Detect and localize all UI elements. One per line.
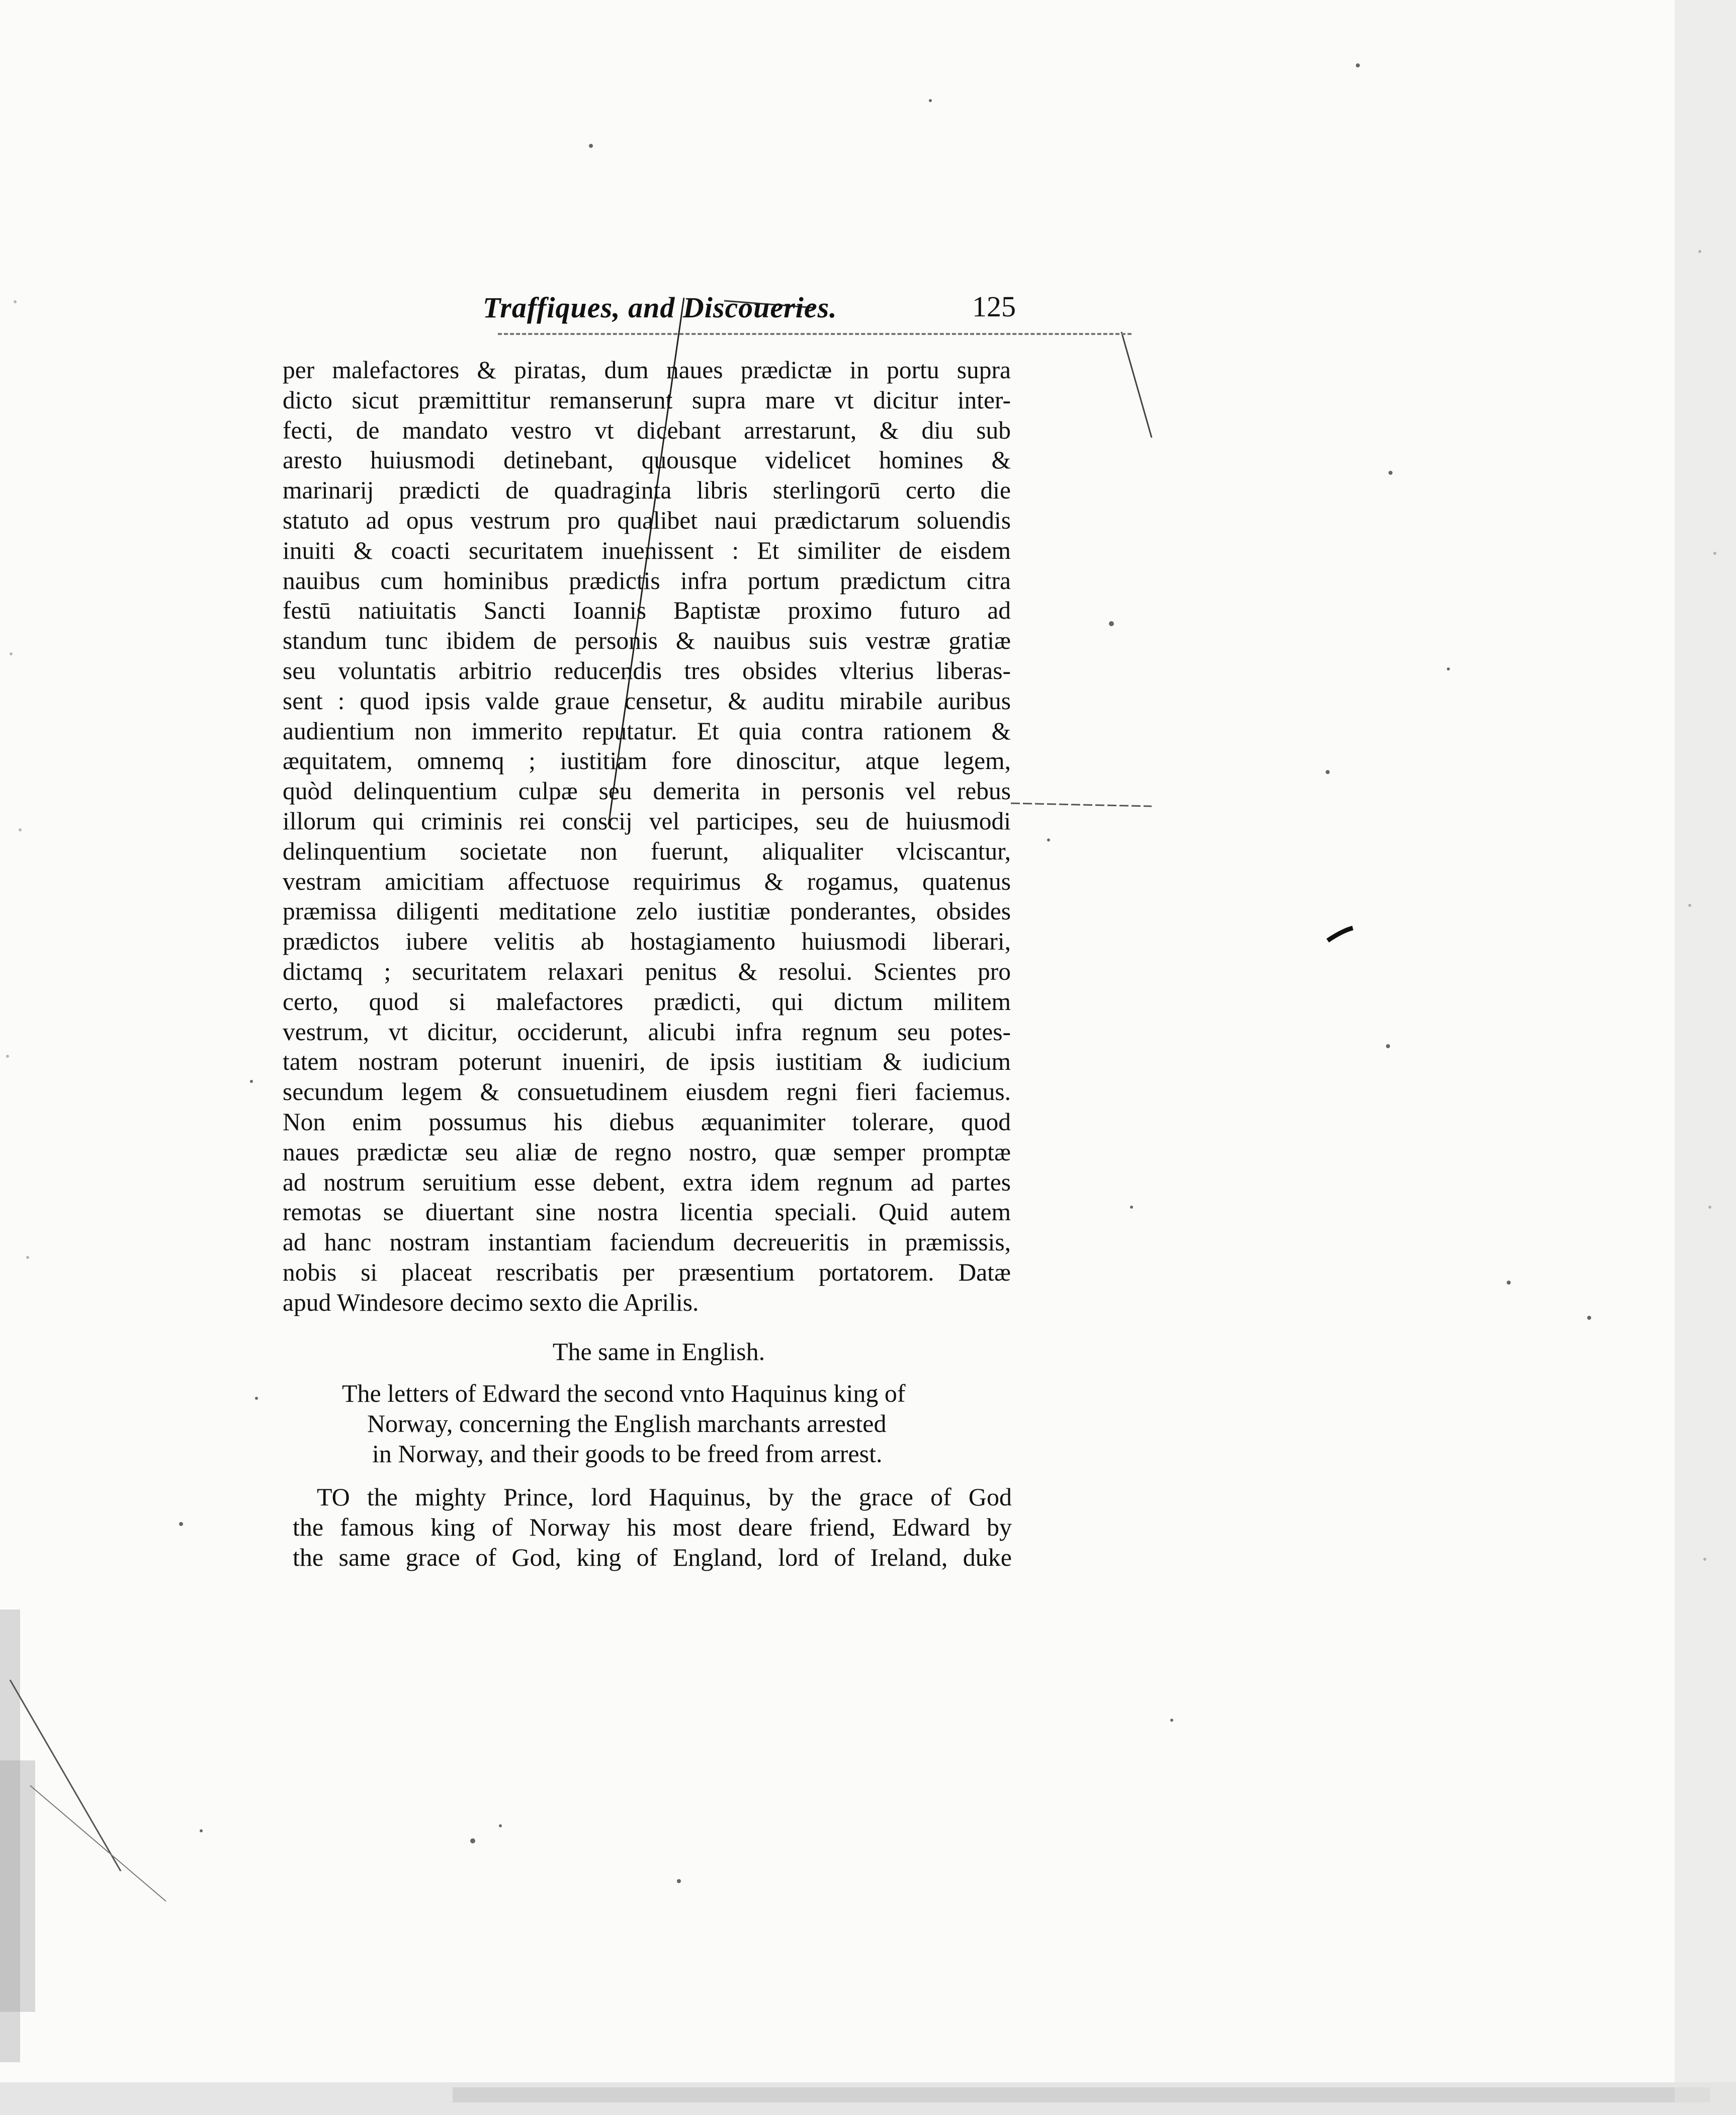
text-line: TO the mighty Prince, lord Haquinus, by the grace of God [317,1483,1012,1511]
text-line: nauibus cum hominibus prædictis infra portum prædictum citra [283,566,1011,595]
page-number: 125 [972,290,1016,323]
text-line: ad hanc nostram instantiam faciendum decreueritis in præmissis, [283,1228,1011,1256]
text-line: marinarij prædicti de quadraginta libris sterlingorū certo die [283,476,1011,504]
text-line: vestrum, vt dicitur, occiderunt, alicubi infra regnum seu potes- [283,1018,1011,1046]
running-head [483,291,1016,331]
text-line: nobis si placeat rescribatis per præsentium portatorem. Datæ [283,1258,1011,1286]
text-line: the same grace of God, king of England, lord of Ireland, duke [293,1543,1012,1571]
text-line: delinquentium societate non fuerunt, aliqualiter vlciscantur, [283,837,1011,865]
text-line: aresto huiusmodi detinebant, quousque videlicet homines & [283,446,1011,474]
text-line: fecti, de mandato vestro vt dicebant arrestarunt, & diu sub [283,416,1011,444]
caption-line: The letters of Edward the second vnto Haquinus king of [342,1379,906,1407]
text-line: quòd delinquentium culpæ seu demerita in personis vel rebus [283,777,1011,805]
english-text-block [293,1482,1012,1572]
text-line: ad nostrum seruitium esse debent, extra idem regnum ad partes [283,1168,1011,1196]
text-line: sent : quod ipsis valde graue censetur, & auditu mirabile auribus [283,687,1011,715]
text-line: certo, quod si malefactores prædicti, qui dictum militem [283,987,1011,1016]
text-line: dicto sicut præmittitur remanserunt supra mare vt dicitur inter- [283,386,1011,414]
text-line: seu voluntatis arbitrio reducendis tres obsides vlterius liberas- [283,656,1011,685]
text-line: naues prædictæ seu aliæ de regno nostro, quæ semper promptæ [283,1138,1011,1166]
header-rule [498,333,1132,335]
text-line: præmissa diligenti meditatione zelo iustitiæ ponderantes, obsides [283,897,1011,925]
text-line: prædictos iubere velitis ab hostagiamento huiusmodi liberari, [283,927,1011,956]
text-line: audientium non immerito reputatur. Et quia contra rationem & [283,717,1011,745]
text-line: dictamq ; securitatem relaxari penitus & resolui. Scientes pro [283,957,1011,985]
text-line: illorum qui criminis rei conscij vel participes, seu de huiusmodi [283,807,1011,835]
text-line: inuiti & coacti securitatem inuenissent : Et similiter de eisdem [283,536,1011,564]
text-line: apud Windesore decimo sexto die Aprilis. [283,1288,699,1316]
text-line: Non enim possumus his diebus æquanimiter tolerare, quod [283,1108,1011,1136]
letter-caption [342,1378,1016,1469]
text-line: remotas se diuertant sine nostra licentia speciali. Quid autem [283,1198,1011,1226]
caption-line: in Norway, and their goods to be freed from arrest. [372,1440,883,1468]
text-line: per malefactores & piratas, dum naues prædictæ in portu supra [283,356,1011,384]
text-line: vestram amicitiam affectuose requirimus & rogamus, quatenus [283,867,1011,895]
text-line: the famous king of Norway his most deare friend, Edward by [293,1513,1012,1541]
text-line: statuto ad opus vestrum pro qualibet naui prædictarum soluendis [283,506,1011,534]
text-line: æquitatem, omnemq ; iustitiam fore dinoscitur, atque legem, [283,747,1011,775]
caption-line: Norway, concerning the English marchants arrested [367,1409,887,1437]
latin-text-block [283,355,1011,1318]
text-line: festū natiuitatis Sancti Ioannis Baptistæ proximo futuro ad [283,597,1011,625]
text-line: secundum legem & consuetudinem eiusdem regni fieri faciemus. [283,1078,1011,1106]
text-line: standum tunc ibidem de personis & nauibus suis vestræ gratiæ [283,627,1011,655]
text-line: tatem nostram poterunt inueniri, de ipsis iustitiam & iudicium [283,1048,1011,1076]
running-title: Traffiques, and Discoueries. [483,291,837,324]
section-heading: The same in English. [552,1337,765,1366]
